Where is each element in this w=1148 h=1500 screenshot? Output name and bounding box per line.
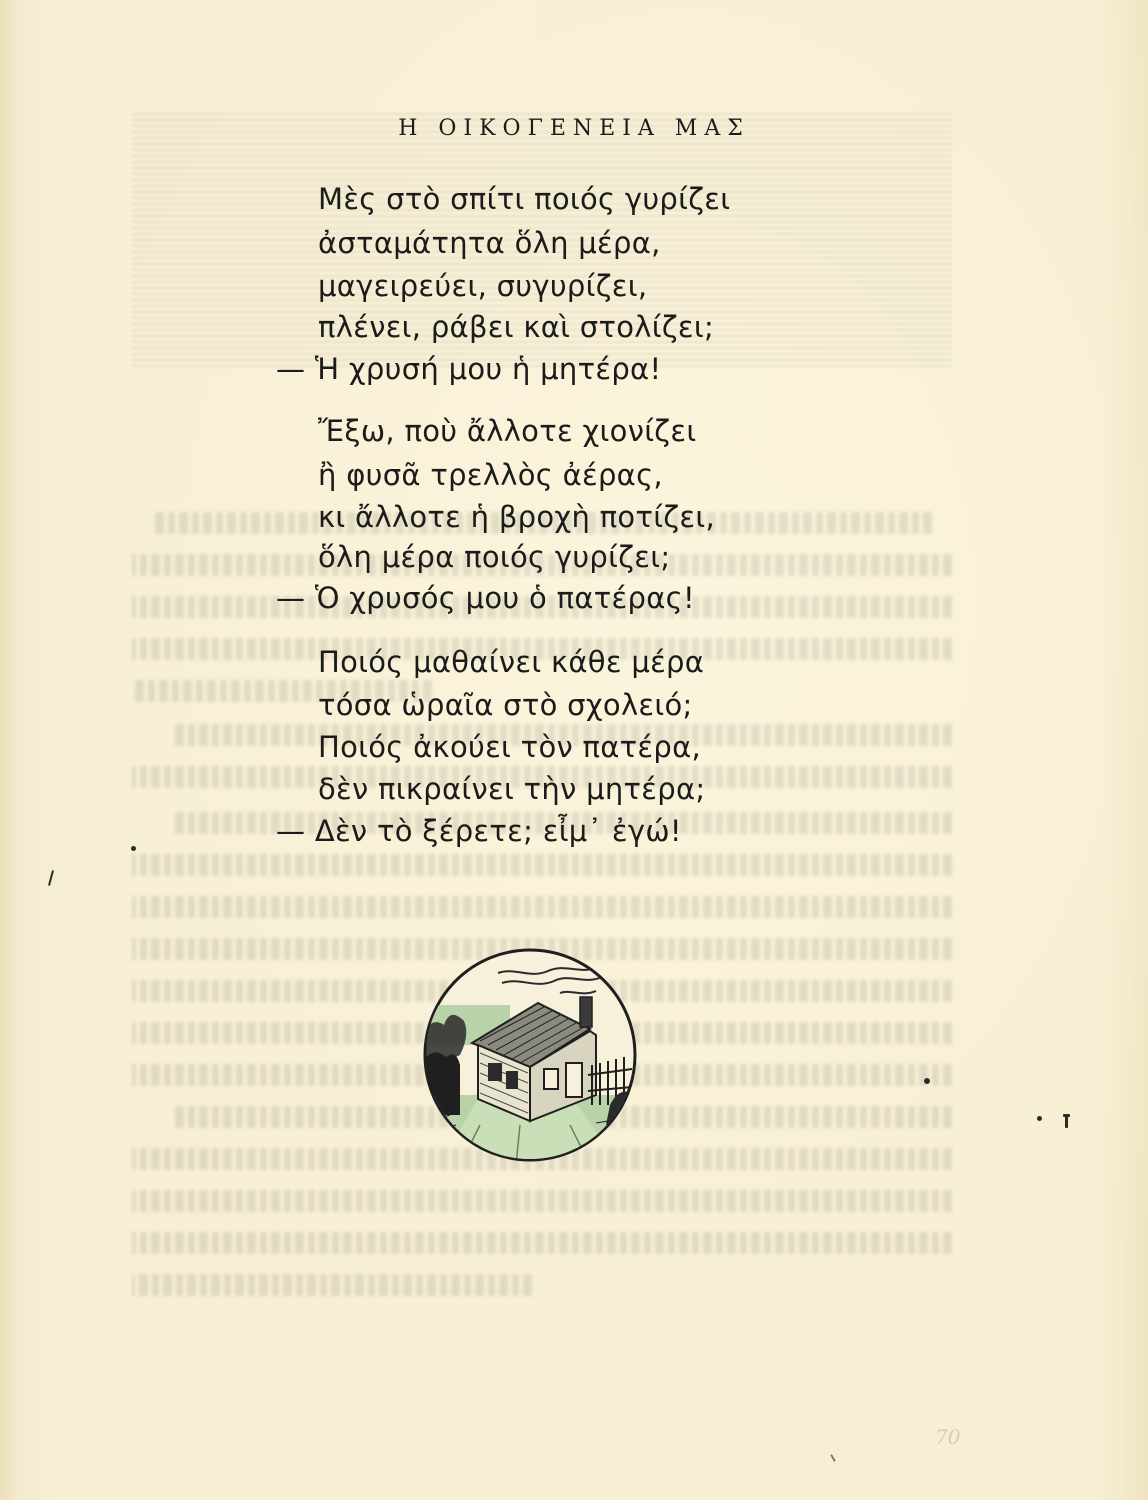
bleed-through-line xyxy=(132,854,952,876)
poem-line: Ποιός ἀκούει τὸν πατέρα, xyxy=(318,730,702,764)
paper-speck xyxy=(1037,1116,1042,1121)
paper-speck xyxy=(1065,1116,1068,1128)
poem-line: τόσα ὡραῖα στὸ σχολειό; xyxy=(318,688,693,722)
poem-line: — Ὁ χρυσός μου ὁ πατέρας! xyxy=(276,581,695,615)
poem-line: ἀσταμάτητα ὅλη μέρα, xyxy=(318,226,661,260)
poem-line: — Δὲν τὸ ξέρετε; εἶμ᾽ ἐγώ! xyxy=(276,814,682,848)
poem-line: πλένει, ράβει καὶ στολίζει; xyxy=(318,310,715,344)
poem-line: — Ἡ χρυσή μου ἡ μητέρα! xyxy=(276,352,662,386)
poem-line: ὅλη μέρα ποιός γυρίζει; xyxy=(318,540,671,574)
poem-line: κι ἄλλοτε ἡ βροχὴ ποτίζει, xyxy=(318,500,716,534)
page-title: Η ΟΙΚΟΓΕΝΕΙΑ ΜΑΣ xyxy=(398,116,750,141)
poem-line: Ποιός μαθαίνει κάθε μέρα xyxy=(318,645,705,679)
poem-line: Ἔξω, ποὺ ἄλλοτε χιονίζει xyxy=(318,414,697,448)
poem-line: μαγειρεύει, συγυρίζει, xyxy=(318,269,648,303)
bleed-through-line xyxy=(132,1190,952,1212)
bleed-through-line xyxy=(132,1232,952,1254)
paper-speck xyxy=(131,846,136,851)
poem-line: Μὲς στὸ σπίτι ποιός γυρίζει xyxy=(318,182,731,216)
poem-line: ἢ φυσᾶ τρελλὸς ἀέρας, xyxy=(318,458,663,492)
paper-speck xyxy=(48,870,54,886)
bleed-through-line xyxy=(132,1274,532,1296)
paper-speck xyxy=(924,1078,930,1084)
bleed-through-line xyxy=(132,896,952,918)
page-number: 70 xyxy=(935,1425,961,1449)
paper-speck xyxy=(830,1454,836,1462)
cottage-vignette-icon xyxy=(420,945,640,1165)
poem-line: δὲν πικραίνει τὴν μητέρα; xyxy=(318,772,706,806)
